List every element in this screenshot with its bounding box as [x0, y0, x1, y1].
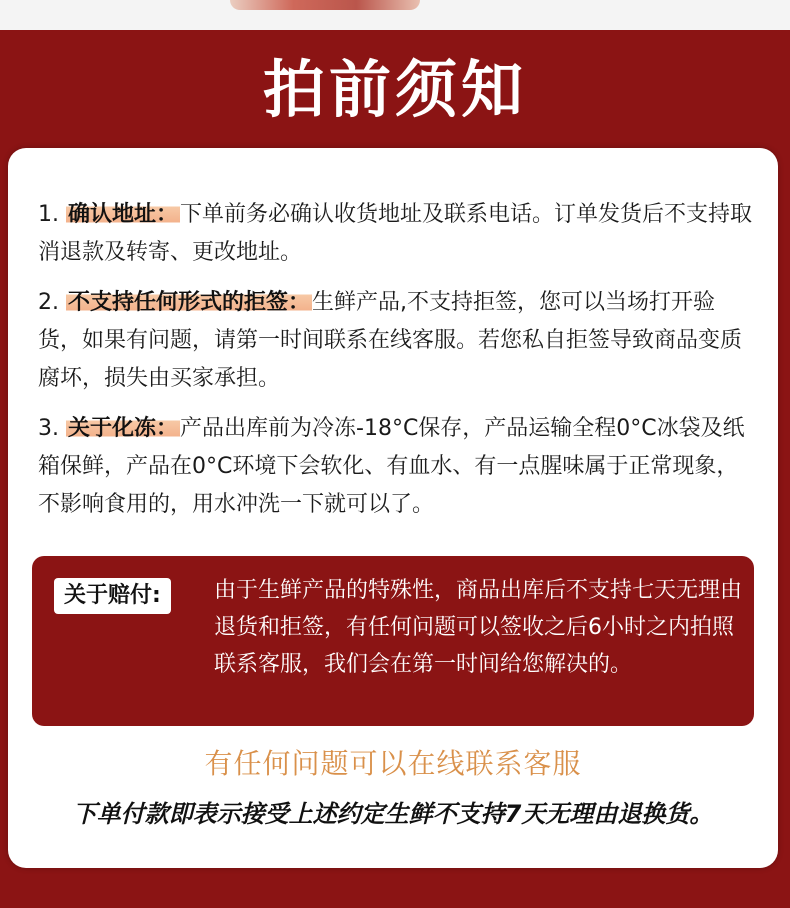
rule-number: 3. — [38, 416, 59, 441]
rule-number: 1. — [38, 202, 59, 227]
purchase-disclaimer: 下单付款即表示接受上述约定生鲜不支持7天无理由退换货。 — [72, 800, 714, 828]
rule-number: 2. — [38, 290, 59, 315]
rule-text: 生鲜产品,不支持拒签，您可以当场打开验货，如果有问题，请第一时间联系在线客服。若您私自拒签导致商品变质腐坏，损失由买家承担。 — [38, 290, 743, 391]
contact-note: 有任何问题可以在线联系客服 — [204, 747, 582, 780]
top-photo-strip — [0, 0, 790, 30]
rule-heading: 关于化冻： — [68, 416, 179, 441]
product-photo-edge — [230, 0, 420, 10]
rule-confirm-address — [38, 196, 758, 272]
compensation-text: 由于生鲜产品的特殊性，商品出库后不支持七天无理由退货和拒签，有任何问题可以签收之后6小时之内拍照联系客服，我们会在第一时间给您解决的。 — [214, 578, 743, 677]
page-title: 拍前须知 — [262, 53, 527, 126]
compensation-notice — [32, 556, 754, 726]
rule-heading: 确认地址： — [68, 202, 179, 227]
rules-card — [8, 148, 778, 868]
rule-heading: 不支持任何形式的拒签： — [68, 290, 311, 315]
rule-thawing — [38, 410, 758, 524]
rule-text: 下单前务必确认收货地址及联系电话。订单发货后不支持取消退款及转寄、更改地址。 — [38, 202, 753, 265]
compensation-label: 关于赔付: — [54, 578, 171, 614]
rule-no-rejection — [38, 284, 758, 398]
rule-text: 产品出库前为冷冻-18°C保存，产品运输全程0°C冰袋及纸箱保鲜，产品在0°C环境下会软化、有血水、有一点腥味属于正常现象，不影响食用的，用水冲洗一下就可以了。 — [38, 416, 745, 517]
